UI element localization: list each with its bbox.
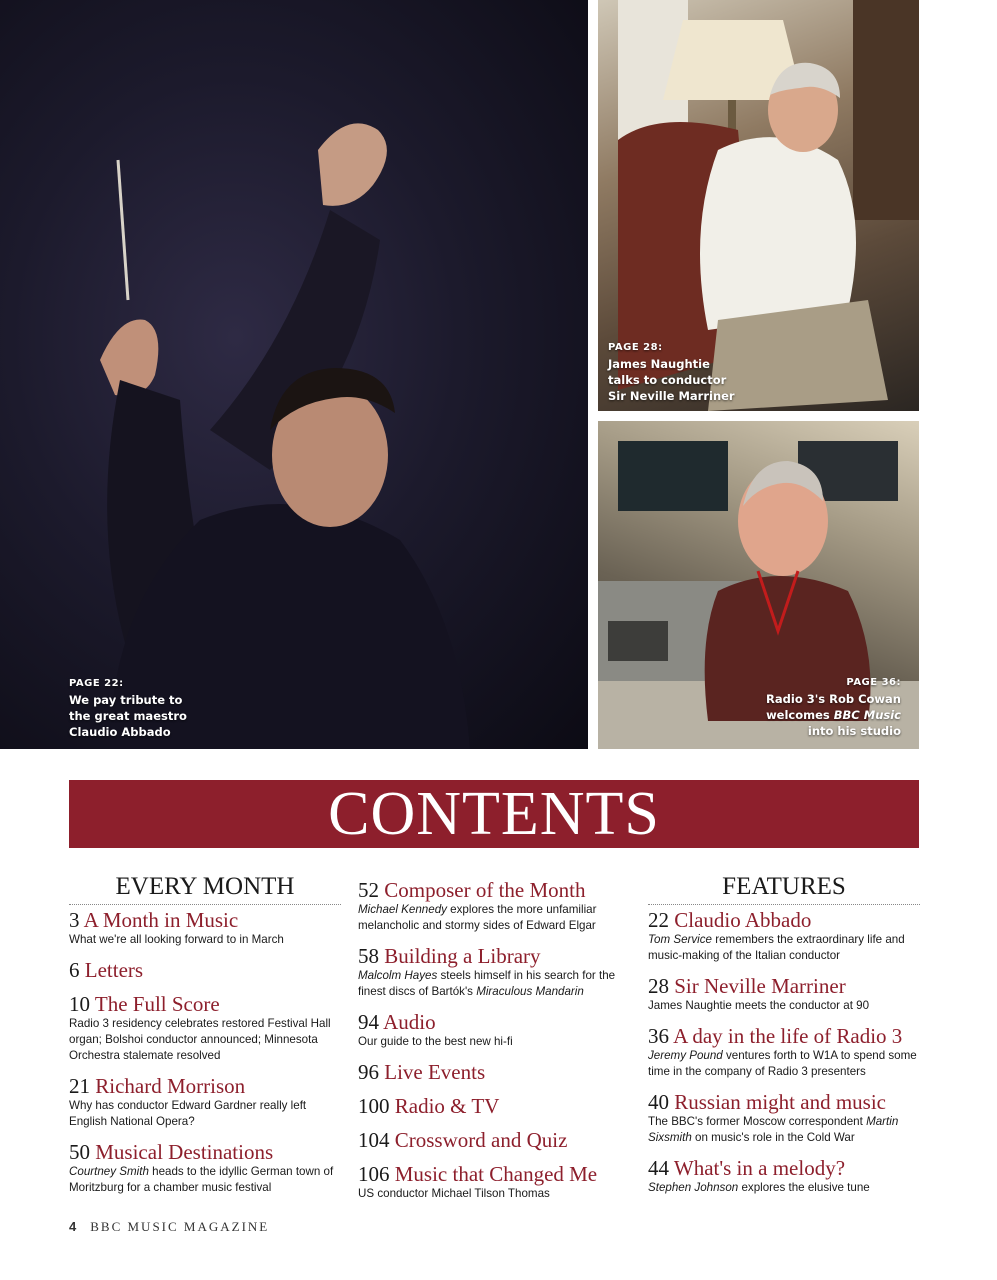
caption-line: We pay tribute to [69, 693, 183, 707]
entry-author: Malcolm Hayes [358, 969, 438, 982]
page-footer [69, 1219, 269, 1235]
photo-marriner [598, 0, 919, 411]
features-column [648, 872, 920, 1206]
entry-description [648, 1114, 920, 1146]
every-month-column [69, 872, 341, 1206]
entry-title [358, 944, 630, 968]
entry-desc-text: ventures forth to W1A to spend some time in the company of Radio 3 presenters [648, 1049, 917, 1078]
entry-title [648, 974, 920, 998]
entry-description [648, 932, 920, 964]
entry-title-text: Musical Destinations [95, 1140, 274, 1164]
contents-entry[interactable] [358, 944, 630, 1000]
caption-line: the great maestro [69, 709, 187, 723]
entry-description: Why has conductor Edward Gardner really left English National Opera? [69, 1099, 307, 1128]
entry-page-number: 104 [358, 1128, 390, 1152]
entry-title [358, 1094, 630, 1118]
caption-line: welcomes [766, 708, 834, 722]
entry-author: Martin Sixsmith [648, 1115, 899, 1144]
entry-desc-text: on music's role in the Cold War [691, 1131, 855, 1144]
entry-description [69, 1164, 341, 1196]
entry-title [69, 958, 341, 982]
entry-title [358, 1128, 630, 1152]
caption-line: into his studio [807, 724, 901, 738]
entry-title-text: Building a Library [384, 944, 541, 968]
caption-page-label: PAGE 28: [608, 342, 663, 353]
entry-page-number: 94 [358, 1010, 379, 1034]
entry-author: Courtney Smith [69, 1165, 149, 1178]
caption-line: Claudio Abbado [69, 725, 171, 739]
entry-title [358, 878, 630, 902]
entry-title [648, 1024, 920, 1048]
caption-page-label: PAGE 36: [846, 677, 901, 688]
contents-entry[interactable] [358, 1060, 630, 1084]
entry-title-text: Audio [383, 1010, 436, 1034]
photo-abbado [0, 0, 588, 749]
entry-title [69, 908, 341, 932]
entry-desc-text: remembers the extraordinary life and music-making of the Italian conductor [648, 933, 905, 962]
caption-marriner [608, 340, 808, 404]
entry-page-number: 52 [358, 878, 379, 902]
entry-page-number: 22 [648, 908, 669, 932]
entry-title-text: What's in a melody? [673, 1156, 846, 1180]
entry-title-text: Richard Morrison [95, 1074, 246, 1098]
entry-title-text: Sir Neville Marriner [674, 974, 846, 998]
entry-title-text: A day in the life of Radio 3 [673, 1024, 903, 1048]
caption-abbado [69, 676, 209, 740]
entry-work-title: Miraculous Mandarin [476, 985, 584, 998]
entry-page-number: 36 [648, 1024, 669, 1048]
caption-page-label: PAGE 22: [69, 678, 124, 689]
caption-italic: BBC Music [833, 708, 901, 722]
contents-entry[interactable] [648, 974, 920, 1014]
conductor-illustration [0, 0, 588, 749]
entry-desc-text: explores the more unfamiliar melancholic and stormy sides of Edward Elgar [358, 903, 597, 932]
entry-description: James Naughtie meets the conductor at 90 [648, 999, 870, 1012]
entry-description: Our guide to the best new hi-fi [358, 1035, 513, 1048]
entry-page-number: 44 [648, 1156, 669, 1180]
entry-title-text: Radio & TV [394, 1094, 500, 1118]
entry-page-number: 10 [69, 992, 90, 1016]
entry-title [69, 1140, 341, 1164]
entry-author: Stephen Johnson [648, 1181, 739, 1194]
entry-title [358, 1010, 630, 1034]
contents-entry[interactable] [358, 1094, 630, 1118]
entry-page-number: 50 [69, 1140, 90, 1164]
entry-description [358, 968, 630, 1000]
entry-description [648, 1180, 920, 1196]
middle-column [358, 878, 630, 1212]
entry-description: What we're all looking forward to in March [69, 933, 284, 946]
entry-title [648, 1090, 920, 1114]
entry-title-text: A Month in Music [83, 908, 239, 932]
entry-page-number: 58 [358, 944, 379, 968]
entry-title [358, 1162, 630, 1186]
entry-title-text: Russian might and music [674, 1090, 886, 1114]
entry-title-text: Music that Changed Me [394, 1162, 598, 1186]
entry-title [648, 908, 920, 932]
entry-author: Tom Service [648, 933, 713, 946]
entry-title-text: Letters [84, 958, 144, 982]
entry-desc-text: steels himself in his search for the finest discs of Bartók's [358, 969, 616, 998]
contents-banner [69, 780, 919, 848]
contents-entry[interactable] [648, 1156, 920, 1196]
entry-desc-text: heads to the idyllic German town of Moritzburg for a chamber music festival [69, 1165, 334, 1194]
entry-page-number: 100 [358, 1094, 390, 1118]
entry-description: US conductor Michael Tilson Thomas [358, 1187, 550, 1200]
contents-entry[interactable] [358, 1010, 630, 1050]
page-number: 4 [69, 1219, 77, 1234]
entry-title-text: Crossword and Quiz [394, 1128, 568, 1152]
entry-author: Jeremy Pound [648, 1049, 723, 1062]
column-heading: EVERY MONTH [69, 872, 341, 905]
column-heading: FEATURES [648, 872, 920, 905]
entry-page-number: 21 [69, 1074, 90, 1098]
entry-title [69, 1074, 341, 1098]
entry-page-number: 40 [648, 1090, 669, 1114]
contents-entry[interactable] [69, 1140, 341, 1196]
entry-title-text: The Full Score [94, 992, 220, 1016]
entry-title [648, 1156, 920, 1180]
caption-line: Sir Neville Marriner [608, 389, 735, 403]
contents-entry[interactable] [358, 1128, 630, 1152]
caption-line: talks to conductor [608, 373, 727, 387]
entry-description [358, 902, 630, 934]
contents-entry[interactable] [69, 1074, 341, 1130]
caption-line: Radio 3's Rob Cowan [766, 692, 901, 706]
entry-title [69, 992, 341, 1016]
entry-desc-text: The BBC's former Moscow correspondent [648, 1115, 867, 1128]
caption-cowan [701, 675, 901, 739]
contents-entry[interactable] [648, 1024, 920, 1080]
entry-page-number: 96 [358, 1060, 379, 1084]
entry-title-text: Claudio Abbado [674, 908, 812, 932]
entry-author: Michael Kennedy [358, 903, 447, 916]
contents-title: CONTENTS [328, 780, 660, 848]
contents-entry[interactable] [648, 1090, 920, 1146]
contents-entry[interactable] [358, 878, 630, 934]
entry-title-text: Composer of the Month [384, 878, 586, 902]
contents-entry[interactable] [358, 1162, 630, 1202]
entry-page-number: 6 [69, 958, 80, 982]
entry-description: Radio 3 residency celebrates restored Festival Hall organ; Bolshoi conductor announced; Minnesota Orchestra stalemate resolved [69, 1017, 331, 1062]
contents-entry[interactable] [69, 992, 341, 1064]
entry-title [358, 1060, 630, 1084]
caption-line: James Naughtie [608, 357, 710, 371]
entry-description [648, 1048, 920, 1080]
contents-entry[interactable] [69, 958, 341, 982]
entry-title-text: Live Events [384, 1060, 486, 1084]
contents-entry[interactable] [69, 908, 341, 948]
photo-cowan [598, 421, 919, 749]
entry-page-number: 106 [358, 1162, 390, 1186]
contents-entry[interactable] [648, 908, 920, 964]
entry-page-number: 28 [648, 974, 669, 998]
entry-desc-text: explores the elusive tune [738, 1181, 870, 1194]
magazine-name: BBC MUSIC MAGAZINE [90, 1219, 270, 1234]
entry-page-number: 3 [69, 908, 80, 932]
